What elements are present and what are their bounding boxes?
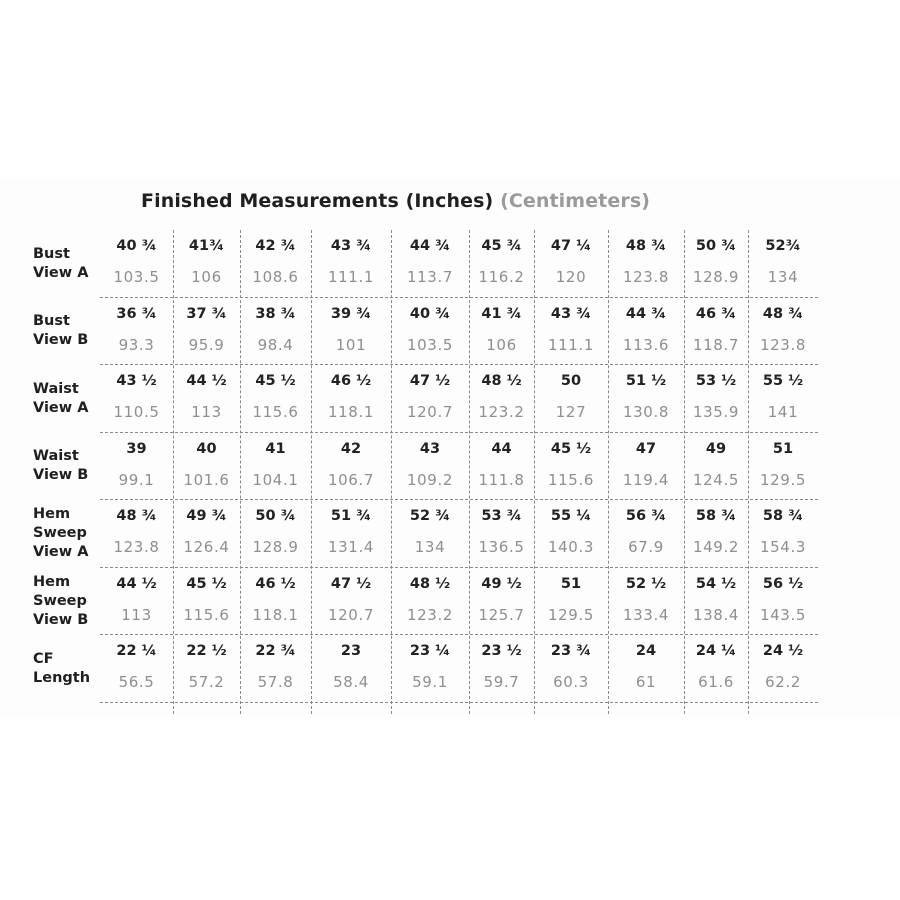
- centimeters-value: 126.4: [183, 538, 230, 556]
- measurement-cell: [608, 365, 684, 433]
- inches-value: 24 ½: [762, 643, 804, 659]
- measurement-cell: [311, 500, 391, 568]
- inches-value: 43: [419, 440, 441, 457]
- row-label: Waist View A: [33, 380, 89, 416]
- inches-value: 39 ¾: [330, 305, 372, 322]
- row-label: Bust View A: [33, 245, 89, 281]
- inches-value: 53 ¾: [481, 508, 522, 524]
- centimeters-value: 123.8: [113, 538, 160, 556]
- measurement-cell: [391, 298, 469, 366]
- measurement-cell: [173, 568, 240, 636]
- measurement-cell: [391, 365, 469, 433]
- centimeters-value: 103.5: [113, 268, 160, 286]
- measurement-cell: [748, 635, 818, 703]
- inches-value: 44 ¾: [409, 238, 451, 254]
- centimeters-value: 143.5: [760, 605, 806, 624]
- inches-value: 54 ½: [695, 575, 737, 592]
- measurement-cell: [311, 433, 391, 501]
- inches-value: 41: [265, 440, 286, 457]
- inches-value: 40 ¾: [409, 305, 451, 322]
- inches-value: 58 ¾: [695, 508, 737, 524]
- centimeters-value: 110.5: [113, 403, 160, 421]
- centimeters-value: 120.7: [328, 605, 374, 624]
- centimeters-value: 135.9: [693, 403, 739, 421]
- centimeters-value: 113.7: [407, 268, 453, 286]
- inches-value: 40 ¾: [116, 238, 157, 254]
- inches-value: 48 ¾: [762, 305, 804, 322]
- centimeters-value: 113: [191, 403, 222, 421]
- measurement-cell: [534, 568, 608, 636]
- measurement-cell: [311, 365, 391, 433]
- inches-value: 37 ¾: [186, 305, 227, 322]
- centimeters-value: 101: [335, 335, 367, 354]
- inches-value: 24 ¼: [695, 643, 737, 659]
- measurement-cell: [391, 433, 469, 501]
- measurement-cell: [173, 230, 240, 298]
- centimeters-value: 103.5: [407, 335, 453, 354]
- measurement-cell: [391, 500, 469, 568]
- row-label: Bust View B: [33, 313, 89, 349]
- centimeters-value: 57.8: [257, 673, 294, 691]
- centimeters-value: 123.8: [623, 268, 669, 286]
- centimeters-value: 127: [555, 403, 587, 421]
- centimeters-value: 149.2: [693, 538, 739, 556]
- centimeters-value: 118.1: [252, 605, 299, 624]
- title-centimeters: (Centimeters): [500, 190, 651, 212]
- inches-value: 48 ¾: [116, 508, 157, 524]
- measurement-cell: [748, 433, 818, 501]
- inches-value: 44 ½: [186, 373, 227, 389]
- centimeters-value: 113.6: [623, 335, 669, 354]
- inches-value: 47: [635, 440, 657, 457]
- centimeters-value: 136.5: [478, 538, 525, 556]
- inches-value: 36 ¾: [116, 305, 157, 322]
- centimeters-value: 115.6: [252, 403, 299, 421]
- centimeters-value: 115.6: [548, 470, 594, 489]
- measurement-cell: [684, 433, 748, 501]
- inches-value: 51: [772, 440, 794, 457]
- inches-value: 50 ¾: [255, 508, 296, 524]
- measurement-cell: [748, 500, 818, 568]
- measurement-cell: [391, 568, 469, 636]
- measurement-cell: [100, 568, 173, 636]
- centimeters-value: 106: [191, 268, 222, 286]
- inches-value: 44 ½: [116, 575, 157, 592]
- centimeters-value: 61.6: [698, 673, 734, 691]
- measurement-cell: [100, 298, 173, 366]
- centimeters-value: 119.4: [623, 470, 669, 489]
- centimeters-value: 123.2: [478, 403, 525, 421]
- row-label: Hem Sweep View A: [33, 506, 89, 561]
- measurement-cell: [684, 635, 748, 703]
- inches-value: 56 ¾: [625, 508, 667, 524]
- measurement-cell: [311, 298, 391, 366]
- centimeters-value: 128.9: [693, 268, 739, 286]
- measurement-cell: [100, 433, 173, 501]
- measurement-cell: [173, 298, 240, 366]
- centimeters-value: 59.1: [412, 673, 448, 691]
- centimeters-value: 108.6: [252, 268, 299, 286]
- measurement-cell: [684, 568, 748, 636]
- measurement-cell: [469, 568, 534, 636]
- inches-value: 48 ¾: [625, 238, 667, 254]
- measurement-cell: [240, 365, 311, 433]
- inches-value: 52¾: [765, 238, 801, 254]
- centimeters-value: 123.8: [760, 335, 806, 354]
- measurement-cell: [608, 230, 684, 298]
- table-row: [28, 568, 818, 636]
- inches-value: 41¾: [188, 238, 225, 254]
- measurement-cell: [240, 500, 311, 568]
- inches-value: 47 ½: [409, 373, 451, 389]
- inches-value: 47 ¼: [550, 238, 592, 254]
- inches-value: 45 ½: [186, 575, 227, 592]
- centimeters-value: 98.4: [257, 335, 294, 354]
- inches-value: 45 ¾: [481, 238, 522, 254]
- centimeters-value: 124.5: [693, 470, 739, 489]
- measurement-cell: [684, 298, 748, 366]
- inches-value: 48 ½: [481, 373, 522, 389]
- inches-value: 23 ¼: [409, 643, 451, 659]
- measurement-cell: [534, 230, 608, 298]
- measurement-cell: [534, 298, 608, 366]
- inches-value: 51 ¾: [330, 508, 372, 524]
- inches-value: 22 ½: [186, 643, 227, 659]
- centimeters-value: 57.2: [188, 673, 225, 691]
- centimeters-value: 133.4: [623, 605, 669, 624]
- inches-value: 52 ½: [625, 575, 667, 592]
- inches-value: 53 ½: [695, 373, 737, 389]
- inches-value: 40: [196, 440, 217, 457]
- centimeters-value: 111.1: [548, 335, 594, 354]
- measurement-cell: [173, 500, 240, 568]
- centimeters-value: 120.7: [407, 403, 453, 421]
- centimeters-value: 95.9: [188, 335, 225, 354]
- measurement-cell: [748, 230, 818, 298]
- row-label: CF Length: [33, 650, 91, 686]
- inches-value: 45 ½: [255, 373, 296, 389]
- measurement-cell: [534, 635, 608, 703]
- measurement-cell: [240, 298, 311, 366]
- measurement-cell: [240, 635, 311, 703]
- inches-value: 23 ½: [481, 643, 522, 659]
- inches-value: 49 ¾: [186, 508, 227, 524]
- measurement-cell: [608, 298, 684, 366]
- centimeters-value: 67.9: [628, 538, 664, 556]
- inches-value: 51 ½: [625, 373, 667, 389]
- measurement-cell: [391, 635, 469, 703]
- inches-value: 55 ¼: [550, 508, 592, 524]
- measurement-cell: [748, 365, 818, 433]
- title-inches: Finished Measurements (Inches): [141, 190, 494, 212]
- inches-value: 24: [635, 643, 657, 659]
- measurement-cell: [469, 433, 534, 501]
- centimeters-value: 128.9: [252, 538, 299, 556]
- page-title: [141, 190, 650, 212]
- centimeters-value: 134: [414, 538, 446, 556]
- inches-value: 22 ¼: [116, 643, 157, 659]
- centimeters-value: 129.5: [548, 605, 594, 624]
- inches-value: 55 ½: [762, 373, 804, 389]
- centimeters-value: 62.2: [765, 673, 801, 691]
- measurement-cell: [311, 568, 391, 636]
- inches-value: 46 ¾: [695, 305, 737, 322]
- measurement-cell: [534, 500, 608, 568]
- inches-value: 23 ¾: [550, 643, 592, 659]
- centimeters-value: 61: [635, 673, 657, 691]
- centimeters-value: 129.5: [760, 470, 806, 489]
- inches-value: 43 ¾: [550, 305, 592, 322]
- table-row: [28, 365, 818, 433]
- measurement-cell: [534, 433, 608, 501]
- centimeters-value: 120: [555, 268, 587, 286]
- centimeters-value: 111.1: [328, 268, 374, 286]
- measurement-cell: [100, 500, 173, 568]
- centimeters-value: 138.4: [693, 605, 739, 624]
- measurement-cell: [173, 433, 240, 501]
- measurement-cell: [534, 365, 608, 433]
- centimeters-value: 154.3: [760, 538, 806, 556]
- measurement-cell: [173, 365, 240, 433]
- centimeters-value: 141: [767, 403, 799, 421]
- measurement-cell: [608, 500, 684, 568]
- centimeters-value: 123.2: [407, 605, 453, 624]
- inches-value: 48 ½: [409, 575, 451, 592]
- measurement-cell: [173, 635, 240, 703]
- inches-value: 22 ¾: [255, 643, 296, 659]
- measurement-cell: [608, 568, 684, 636]
- centimeters-value: 130.8: [623, 403, 669, 421]
- centimeters-value: 101.6: [183, 470, 230, 489]
- inches-value: 43 ¾: [330, 238, 372, 254]
- table-row: [28, 433, 818, 501]
- measurement-cell: [469, 635, 534, 703]
- measurement-cell: [469, 500, 534, 568]
- centimeters-value: 118.1: [328, 403, 374, 421]
- centimeters-value: 109.2: [407, 470, 453, 489]
- measurement-cell: [748, 298, 818, 366]
- inches-value: 45 ½: [550, 440, 592, 457]
- inches-value: 49 ½: [481, 575, 522, 592]
- row-label: Hem Sweep View B: [33, 573, 89, 628]
- centimeters-value: 140.3: [548, 538, 594, 556]
- centimeters-value: 58.4: [333, 673, 369, 691]
- measurement-cell: [469, 230, 534, 298]
- centimeters-value: 116.2: [478, 268, 525, 286]
- table-row: [28, 230, 818, 298]
- measurement-cell: [100, 365, 173, 433]
- centimeters-value: 131.4: [328, 538, 374, 556]
- centimeters-value: 118.7: [693, 335, 739, 354]
- inches-value: 41 ¾: [481, 305, 522, 322]
- centimeters-value: 104.1: [252, 470, 299, 489]
- inches-value: 44: [491, 440, 512, 457]
- row-divider: [100, 702, 818, 703]
- inches-value: 43 ½: [116, 373, 157, 389]
- centimeters-value: 111.8: [478, 470, 525, 489]
- inches-value: 49: [705, 440, 727, 457]
- inches-value: 38 ¾: [255, 305, 296, 322]
- inches-value: 46 ½: [255, 575, 296, 592]
- centimeters-value: 59.7: [483, 673, 520, 691]
- measurements-table: [28, 230, 818, 714]
- measurement-cell: [608, 635, 684, 703]
- centimeters-value: 113: [121, 605, 152, 624]
- measurement-cell: [469, 365, 534, 433]
- centimeters-value: 106: [486, 335, 517, 354]
- centimeters-value: 93.3: [118, 335, 155, 354]
- table-row: [28, 298, 818, 366]
- measurement-cell: [608, 433, 684, 501]
- centimeters-value: 125.7: [478, 605, 525, 624]
- measurement-cell: [100, 230, 173, 298]
- inches-value: 39: [126, 440, 147, 457]
- centimeters-value: 115.6: [183, 605, 230, 624]
- measurement-cell: [240, 230, 311, 298]
- inches-value: 47 ½: [330, 575, 372, 592]
- measurement-cell: [100, 635, 173, 703]
- centimeters-value: 134: [767, 268, 799, 286]
- measurement-cell: [391, 230, 469, 298]
- inches-value: 44 ¾: [625, 305, 667, 322]
- inches-value: 51: [560, 575, 582, 592]
- measurement-cell: [240, 568, 311, 636]
- centimeters-value: 56.5: [118, 673, 155, 691]
- centimeters-value: 99.1: [118, 470, 155, 489]
- centimeters-value: 106.7: [328, 470, 374, 489]
- measurement-cell: [748, 568, 818, 636]
- table-row: [28, 500, 818, 568]
- measurement-cell: [240, 433, 311, 501]
- measurement-cell: [469, 298, 534, 366]
- row-label: Waist View B: [33, 448, 89, 484]
- inches-value: 46 ½: [330, 373, 372, 389]
- table-row: [28, 635, 818, 703]
- measurement-cell: [311, 635, 391, 703]
- measurement-cell: [684, 500, 748, 568]
- measurement-cell: [311, 230, 391, 298]
- inches-value: 42 ¾: [255, 238, 296, 254]
- measurement-cell: [684, 365, 748, 433]
- inches-value: 50 ¾: [695, 238, 737, 254]
- inches-value: 56 ½: [762, 575, 804, 592]
- measurement-cell: [684, 230, 748, 298]
- inches-value: 42: [340, 440, 362, 457]
- centimeters-value: 60.3: [553, 673, 589, 691]
- inches-value: 58 ¾: [762, 508, 804, 524]
- inches-value: 23: [340, 643, 362, 659]
- inches-value: 50: [560, 373, 582, 389]
- inches-value: 52 ¾: [409, 508, 451, 524]
